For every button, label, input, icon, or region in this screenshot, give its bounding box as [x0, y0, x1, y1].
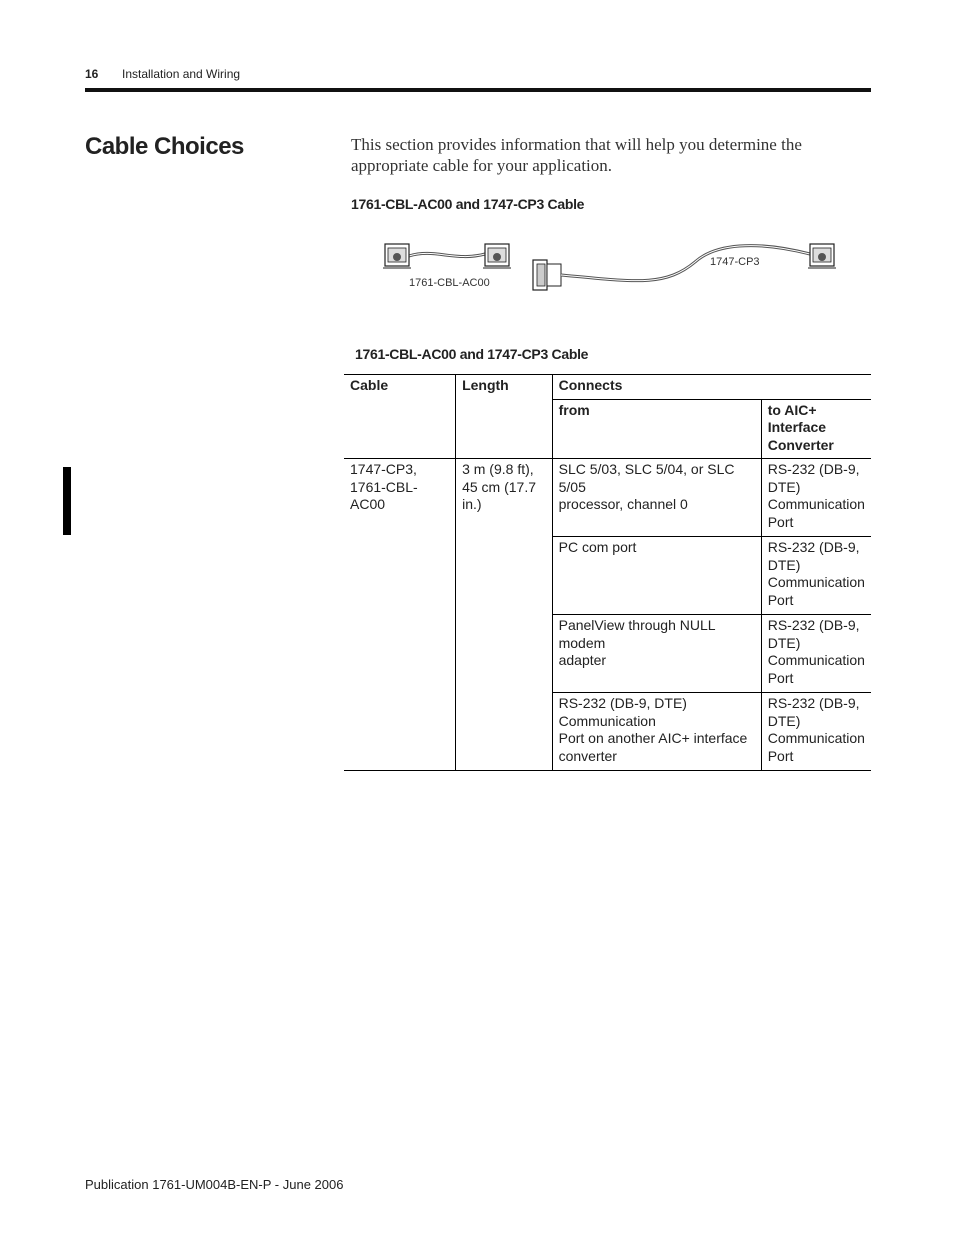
cell-to: RS-232 (DB-9, DTE) Communication Port [761, 459, 871, 537]
header-cable: Cable [344, 375, 456, 459]
table-caption: 1761-CBL-AC00 and 1747-CP3 Cable [355, 346, 589, 362]
cable-cp3-label: 1747-CP3 [710, 256, 760, 268]
header-from: from [552, 399, 761, 459]
footer-publication: Publication 1761-UM004B-EN-P - June 2006 [85, 1177, 344, 1192]
running-head: Installation and Wiring [122, 67, 241, 81]
change-bar [63, 467, 71, 535]
page-number: 16 [85, 67, 99, 81]
figure-caption: 1761-CBL-AC00 and 1747-CP3 Cable [351, 196, 585, 212]
cell-from: SLC 5/03, SLC 5/04, or SLC 5/05 processor, channel 0 [552, 459, 761, 537]
cell-from: RS-232 (DB-9, DTE) Communication Port on another AIC+ interface converter [552, 693, 761, 771]
cable-table [344, 374, 871, 771]
header-rule [85, 88, 871, 92]
cable-cp3-wire [561, 246, 810, 281]
header-to: to AIC+ Interface Converter [761, 399, 871, 459]
cell-from: PC com port [552, 537, 761, 615]
cell-length: 3 m (9.8 ft), 45 cm (17.7 in.) [456, 459, 553, 771]
header-length: Length [456, 375, 553, 459]
mini-din-connector-right [483, 244, 511, 268]
intro-paragraph: This section provides information that will help you determine the appropriate cable for your application. [351, 135, 802, 175]
cell-cable: 1747-CP3, 1761-CBL-AC00 [344, 459, 456, 771]
section-title: Cable Choices [85, 133, 244, 160]
db9-connector [533, 260, 561, 290]
cable-figure [375, 232, 855, 302]
table-row [344, 459, 871, 537]
cell-from: PanelView through NULL modem adapter [552, 615, 761, 693]
cell-to: RS-232 (DB-9, DTE) Communication Port [761, 537, 871, 615]
cable-ac00-label: 1761-CBL-AC00 [409, 277, 490, 289]
mini-din-connector-far [808, 244, 836, 268]
cell-to: RS-232 (DB-9, DTE) Communication Port [761, 615, 871, 693]
header-connects: Connects [552, 375, 871, 400]
cell-to: RS-232 (DB-9, DTE) Communication Port [761, 693, 871, 771]
mini-din-connector-left [383, 244, 411, 268]
